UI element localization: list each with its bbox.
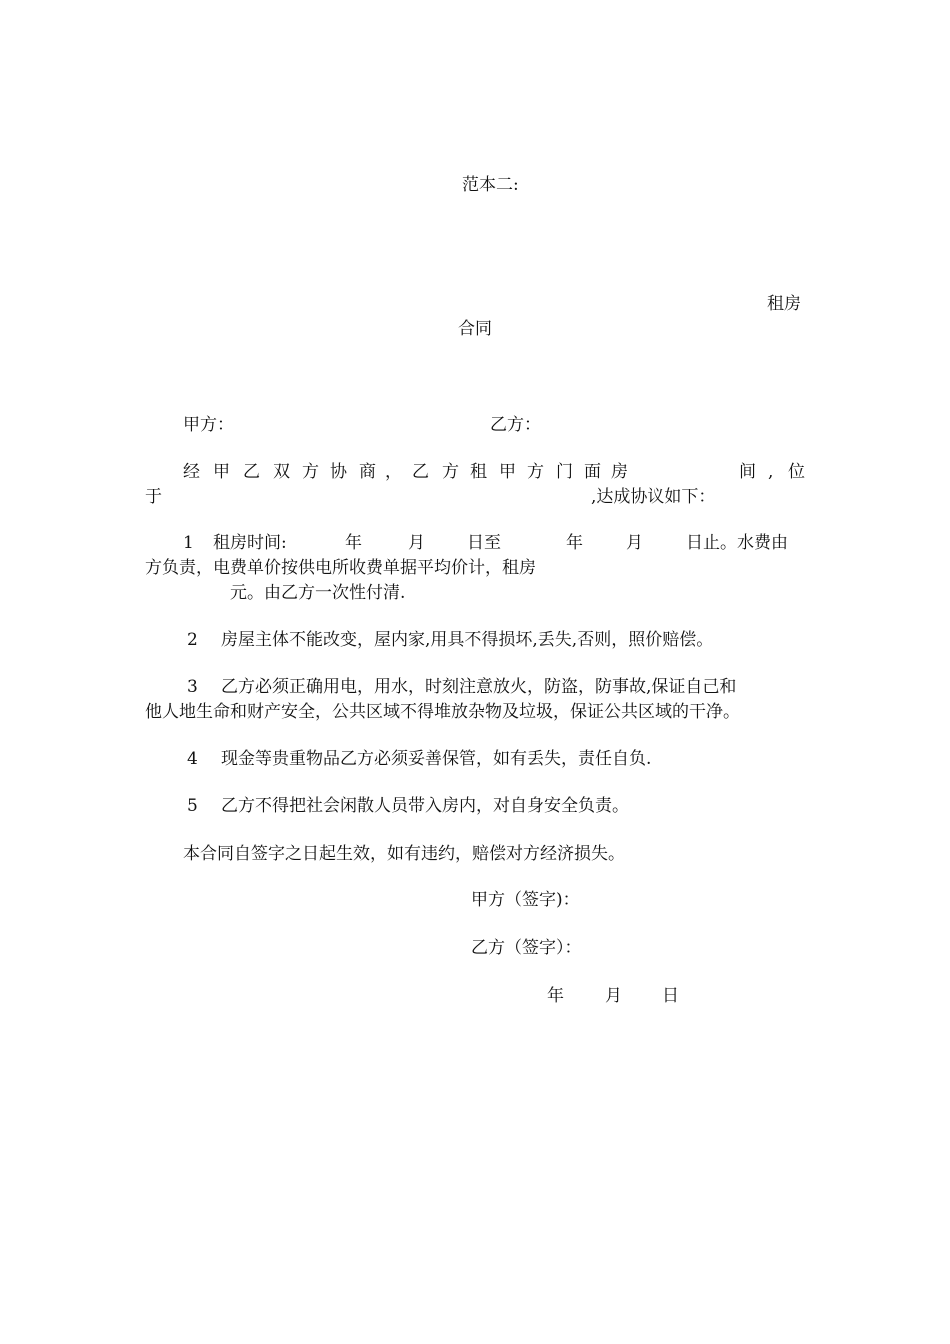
heading: 范本二: <box>462 175 519 195</box>
intro-char: 面 <box>584 462 601 482</box>
party-a-label: 甲方： <box>183 415 234 435</box>
intro-char: 甲 <box>499 462 516 482</box>
intro-line-2-start: 于 <box>145 487 162 507</box>
clause-1-label: 租房时间: <box>213 533 287 553</box>
intro-char: 双 <box>273 462 290 482</box>
title-center: 合同 <box>458 319 492 339</box>
clause-number: 3 <box>187 677 198 697</box>
intro-char: 乙 <box>243 462 260 482</box>
clause-number: 4 <box>187 749 198 769</box>
intro-char: 乙 <box>412 462 429 482</box>
clause-1-line-2: 方负责，电费单价按供电所收费单据平均价计，租房 <box>145 558 536 578</box>
date-year: 年 <box>547 986 564 1006</box>
party-b-label: 乙方： <box>490 415 541 435</box>
intro-char: 位 <box>788 462 805 482</box>
intro-line-2-end: ,达成协议如下： <box>591 487 716 507</box>
sign-party-a: 甲方（签字)： <box>471 890 580 910</box>
clause-1-day-end: 日止。水费由 <box>686 533 788 553</box>
intro-char: 方 <box>527 462 544 482</box>
clause-3-line-2: 他人地生命和财产安全，公共区域不得堆放杂物及垃圾，保证公共区域的干净。 <box>145 702 740 722</box>
clause-1-line-3: 元。由乙方一次性付清. <box>230 583 406 603</box>
clause-1-year2: 年 <box>566 533 583 553</box>
title-right: 租房 <box>767 294 801 314</box>
clause-number: 5 <box>187 796 198 816</box>
clause-1-day-to: 日至 <box>467 533 501 553</box>
intro-char: 协 <box>330 462 347 482</box>
clause-4-text: 现金等贵重物品乙方必须妥善保管，如有丢失，责任自负. <box>221 749 652 769</box>
clause-2-text: 房屋主体不能改变，屋内家,用具不得损坏,丢失,否则，照价赔偿。 <box>221 630 714 650</box>
date-month: 月 <box>605 986 622 1006</box>
intro-char: 经 <box>183 462 200 482</box>
intro-char: 门 <box>556 462 573 482</box>
clause-1-year: 年 <box>345 533 362 553</box>
intro-char: 间 <box>739 462 756 482</box>
intro-char: 甲 <box>213 462 230 482</box>
clause-number: 2 <box>187 630 198 650</box>
intro-char: ， <box>385 462 402 482</box>
clause-5-text: 乙方不得把社会闲散人员带入房内，对自身安全负责。 <box>221 796 629 816</box>
clause-1-month2: 月 <box>626 533 643 553</box>
clause-number: 1 <box>183 533 194 553</box>
intro-char: 商 <box>359 462 376 482</box>
intro-char: 租 <box>470 462 487 482</box>
sign-party-b: 乙方（签字）： <box>471 938 582 958</box>
clause-1-month: 月 <box>408 533 425 553</box>
intro-char: 方 <box>302 462 319 482</box>
intro-char: 方 <box>442 462 459 482</box>
intro-char: 房 <box>611 462 628 482</box>
intro-char: , <box>768 462 774 482</box>
effective-statement: 本合同自签字之日起生效，如有违约，赔偿对方经济损失。 <box>183 844 625 864</box>
date-day: 日 <box>662 986 679 1006</box>
clause-3-line-1: 乙方必须正确用电，用水，时刻注意放火，防盗，防事故,保证自己和 <box>221 677 737 697</box>
